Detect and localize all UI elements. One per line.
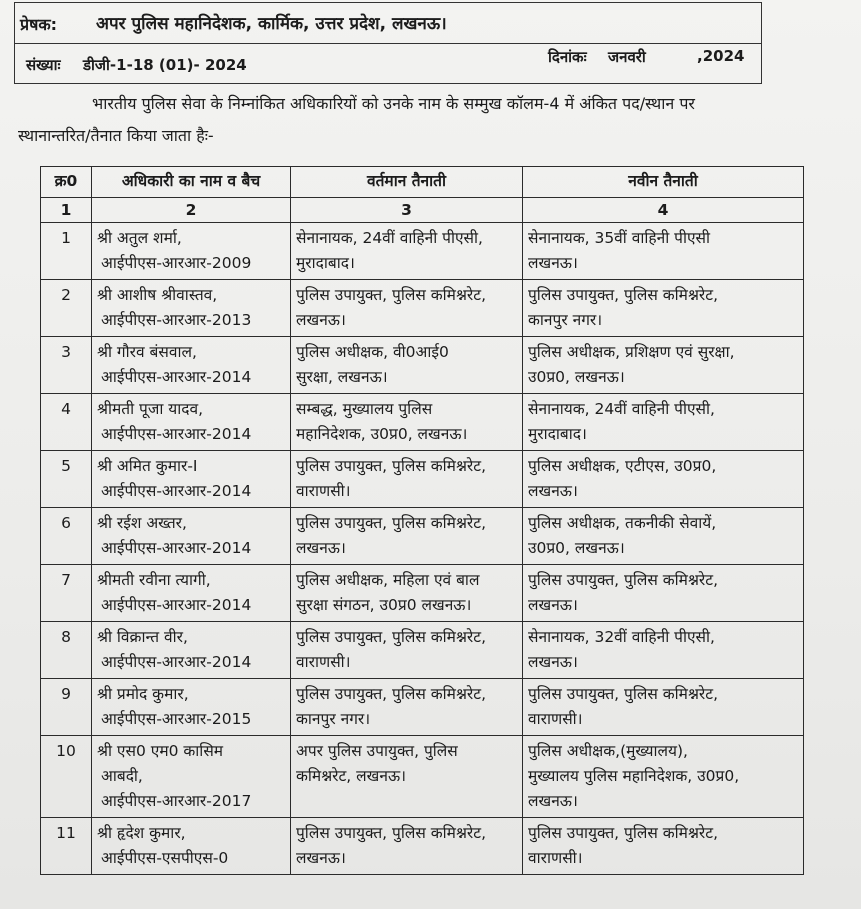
cell-text-line: मुख्यालय पुलिस महानिदेशक, उ0प्र0, xyxy=(528,767,740,785)
officer-name-cell xyxy=(92,337,291,394)
officer-name-cell xyxy=(92,565,291,622)
officer-name-cell xyxy=(92,394,291,451)
cell-text-line: आईपीएस-आरआर-2014 xyxy=(101,368,252,386)
cell-text-line: श्री अतुल शर्मा, xyxy=(97,229,182,247)
table-row xyxy=(41,736,804,818)
cell-text-line: वाराणसी। xyxy=(296,482,351,500)
serial-number: 7 xyxy=(41,565,92,622)
new-posting-cell xyxy=(523,508,804,565)
new-posting-cell xyxy=(523,280,804,337)
current-posting-cell xyxy=(291,223,523,280)
cell-text-line: आईपीएस-आरआर-2014 xyxy=(101,596,252,614)
cell-text-line: लखनऊ। xyxy=(296,539,346,557)
transfer-table xyxy=(40,166,804,875)
officer-name-cell xyxy=(92,451,291,508)
cell-text-line: उ0प्र0, लखनऊ। xyxy=(528,539,625,557)
table-row xyxy=(41,679,804,736)
cell-text-line: श्री रईश अख्तर, xyxy=(97,514,187,532)
cell-text-line: श्री एस0 एम0 कासिम xyxy=(97,742,224,760)
table-row xyxy=(41,451,804,508)
date-year: ,2024 xyxy=(697,47,745,65)
serial-number: 2 xyxy=(41,280,92,337)
officer-name-cell xyxy=(92,679,291,736)
current-posting-cell xyxy=(291,280,523,337)
new-posting-cell xyxy=(523,622,804,679)
current-posting-cell xyxy=(291,565,523,622)
cell-text-line: सेनानायक, 24वीं वाहिनी पीएसी, xyxy=(296,229,483,247)
cell-text-line: पुलिस उपायुक्त, पुलिस कमिश्नरेट, xyxy=(296,628,486,646)
current-posting-cell xyxy=(291,622,523,679)
cell-text-line: आईपीएस-आरआर-2014 xyxy=(101,482,252,500)
cell-text-line: श्री अमित कुमार-I xyxy=(97,457,198,475)
table-row xyxy=(41,565,804,622)
cell-text-line: पुलिस उपायुक्त, पुलिस कमिश्नरेट, xyxy=(296,824,486,842)
column-index: 2 xyxy=(92,198,291,223)
cell-text-line: मुरादाबाद। xyxy=(528,425,587,443)
officer-name-cell xyxy=(92,280,291,337)
officer-name-cell xyxy=(92,818,291,875)
column-index: 3 xyxy=(291,198,523,223)
new-posting-cell xyxy=(523,451,804,508)
cell-text-line: श्री हृदेश कुमार, xyxy=(97,824,186,842)
header-serial: क्र0 xyxy=(41,167,92,198)
sender-label: प्रेषक: xyxy=(20,15,58,34)
header-new-posting: नवीन तैनाती xyxy=(523,167,804,198)
cell-text-line: कमिश्नरेट, लखनऊ। xyxy=(296,767,406,785)
new-posting-cell xyxy=(523,337,804,394)
date-label: दिनांकः xyxy=(548,48,587,66)
serial-number: 4 xyxy=(41,394,92,451)
serial-number: 3 xyxy=(41,337,92,394)
new-posting-cell xyxy=(523,394,804,451)
current-posting-cell xyxy=(291,679,523,736)
table-header-row xyxy=(41,167,804,198)
header-divider xyxy=(14,43,762,44)
cell-text-line: आईपीएस-आरआर-2017 xyxy=(101,792,252,810)
table-row xyxy=(41,223,804,280)
cell-text-line: पुलिस अधीक्षक, महिला एवं बाल xyxy=(296,571,480,589)
table-row xyxy=(41,337,804,394)
table-row xyxy=(41,818,804,875)
cell-text-line: कानपुर नगर। xyxy=(528,311,603,329)
date-month: जनवरी xyxy=(608,48,646,66)
new-posting-cell xyxy=(523,679,804,736)
cell-text-line: पुलिस उपायुक्त, पुलिस कमिश्नरेट, xyxy=(296,286,486,304)
serial-number: 9 xyxy=(41,679,92,736)
table-row xyxy=(41,394,804,451)
cell-text-line: वाराणसी। xyxy=(528,849,583,867)
cell-text-line: पुलिस उपायुक्त, पुलिस कमिश्नरेट, xyxy=(296,457,486,475)
serial-number: 5 xyxy=(41,451,92,508)
cell-text-line: आईपीएस-आरआर-2014 xyxy=(101,539,252,557)
cell-text-line: लखनऊ। xyxy=(528,653,578,671)
column-index: 4 xyxy=(523,198,804,223)
current-posting-cell xyxy=(291,451,523,508)
cell-text-line: आईपीएस-आरआर-2015 xyxy=(101,710,252,728)
cell-text-line: पुलिस उपायुक्त, पुलिस कमिश्नरेट, xyxy=(528,286,718,304)
cell-text-line: श्री प्रमोद कुमार, xyxy=(97,685,189,703)
cell-text-line: लखनऊ। xyxy=(528,482,578,500)
cell-text-line: आबदी, xyxy=(101,767,143,785)
cell-text-line: श्री विक्रान्त वीर, xyxy=(97,628,188,646)
cell-text-line: आईपीएस-आरआर-2014 xyxy=(101,653,252,671)
current-posting-cell xyxy=(291,394,523,451)
cell-text-line: सेनानायक, 32वीं वाहिनी पीएसी, xyxy=(528,628,715,646)
header-officer-name: अधिकारी का नाम व बैच xyxy=(92,167,291,198)
cell-text-line: पुलिस अधीक्षक, एटीएस, उ0प्र0, xyxy=(528,457,717,475)
current-posting-cell xyxy=(291,337,523,394)
intro-line-2: स्थानान्तरित/तैनात किया जाता हैः- xyxy=(18,126,214,145)
cell-text-line: मुरादाबाद। xyxy=(296,254,355,272)
current-posting-cell xyxy=(291,736,523,818)
cell-text-line: सुरक्षा, लखनऊ। xyxy=(296,368,388,386)
ref-label: संख्याः xyxy=(26,56,61,74)
column-index: 1 xyxy=(41,198,92,223)
cell-text-line: सेनानायक, 24वीं वाहिनी पीएसी, xyxy=(528,400,715,418)
cell-text-line: पुलिस उपायुक्त, पुलिस कमिश्नरेट, xyxy=(296,514,486,532)
cell-text-line: आईपीएस-एसपीएस-0 xyxy=(101,849,229,867)
cell-text-line: पुलिस उपायुक्त, पुलिस कमिश्नरेट, xyxy=(528,824,718,842)
current-posting-cell xyxy=(291,508,523,565)
table-body xyxy=(41,223,804,875)
cell-text-line: पुलिस अधीक्षक, तकनीकी सेवायें, xyxy=(528,514,717,532)
intro-line-1: भारतीय पुलिस सेवा के निम्नांकित अधिकारियों को उनके नाम के सम्मुख कॉलम-4 में अंकित पद/स्थान पर xyxy=(92,94,695,113)
officer-name-cell xyxy=(92,736,291,818)
cell-text-line: उ0प्र0, लखनऊ। xyxy=(528,368,625,386)
cell-text-line: लखनऊ। xyxy=(528,596,578,614)
cell-text-line: आईपीएस-आरआर-2014 xyxy=(101,425,252,443)
cell-text-line: पुलिस अधीक्षक,(मुख्यालय), xyxy=(528,742,688,760)
serial-number: 10 xyxy=(41,736,92,818)
cell-text-line: श्रीमती रवीना त्यागी, xyxy=(97,571,211,589)
cell-text-line: अपर पुलिस उपायुक्त, पुलिस xyxy=(296,742,458,760)
cell-text-line: आईपीएस-आरआर-2009 xyxy=(101,254,252,272)
new-posting-cell xyxy=(523,223,804,280)
sender-value: अपर पुलिस महानिदेशक, कार्मिक, उत्तर प्रदेश, लखनऊ। xyxy=(96,14,447,34)
table-row xyxy=(41,280,804,337)
table-index-row xyxy=(41,198,804,223)
ref-value: डीजी-1-18 (01)- 2024 xyxy=(83,56,247,74)
cell-text-line: पुलिस उपायुक्त, पुलिस कमिश्नरेट, xyxy=(528,571,718,589)
cell-text-line: लखनऊ। xyxy=(528,254,578,272)
cell-text-line: लखनऊ। xyxy=(296,849,346,867)
cell-text-line: पुलिस उपायुक्त, पुलिस कमिश्नरेट, xyxy=(296,685,486,703)
new-posting-cell xyxy=(523,818,804,875)
new-posting-cell xyxy=(523,565,804,622)
cell-text-line: महानिदेशक, उ0प्र0, लखनऊ। xyxy=(296,425,468,443)
table-row xyxy=(41,508,804,565)
cell-text-line: सुरक्षा संगठन, उ0प्र0 लखनऊ। xyxy=(296,596,472,614)
cell-text-line: श्री आशीष श्रीवास्तव, xyxy=(97,286,218,304)
cell-text-line: कानपुर नगर। xyxy=(296,710,371,728)
officer-name-cell xyxy=(92,223,291,280)
cell-text-line: पुलिस अधीक्षक, वी0आई0 xyxy=(296,343,449,361)
table-row xyxy=(41,622,804,679)
cell-text-line: सम्बद्ध, मुख्यालय पुलिस xyxy=(296,400,433,418)
officer-name-cell xyxy=(92,508,291,565)
current-posting-cell xyxy=(291,818,523,875)
serial-number: 8 xyxy=(41,622,92,679)
cell-text-line: वाराणसी। xyxy=(528,710,583,728)
new-posting-cell xyxy=(523,736,804,818)
cell-text-line: श्रीमती पूजा यादव, xyxy=(97,400,204,418)
serial-number: 1 xyxy=(41,223,92,280)
header-current-posting: वर्तमान तैनाती xyxy=(291,167,523,198)
cell-text-line: लखनऊ। xyxy=(296,311,346,329)
officer-name-cell xyxy=(92,622,291,679)
cell-text-line: पुलिस उपायुक्त, पुलिस कमिश्नरेट, xyxy=(528,685,718,703)
cell-text-line: श्री गौरव बंसवाल, xyxy=(97,343,197,361)
cell-text-line: वाराणसी। xyxy=(296,653,351,671)
cell-text-line: लखनऊ। xyxy=(528,792,578,810)
serial-number: 11 xyxy=(41,818,92,875)
cell-text-line: आईपीएस-आरआर-2013 xyxy=(101,311,252,329)
cell-text-line: पुलिस अधीक्षक, प्रशिक्षण एवं सुरक्षा, xyxy=(528,343,735,361)
cell-text-line: सेनानायक, 35वीं वाहिनी पीएसी xyxy=(528,229,711,247)
serial-number: 6 xyxy=(41,508,92,565)
